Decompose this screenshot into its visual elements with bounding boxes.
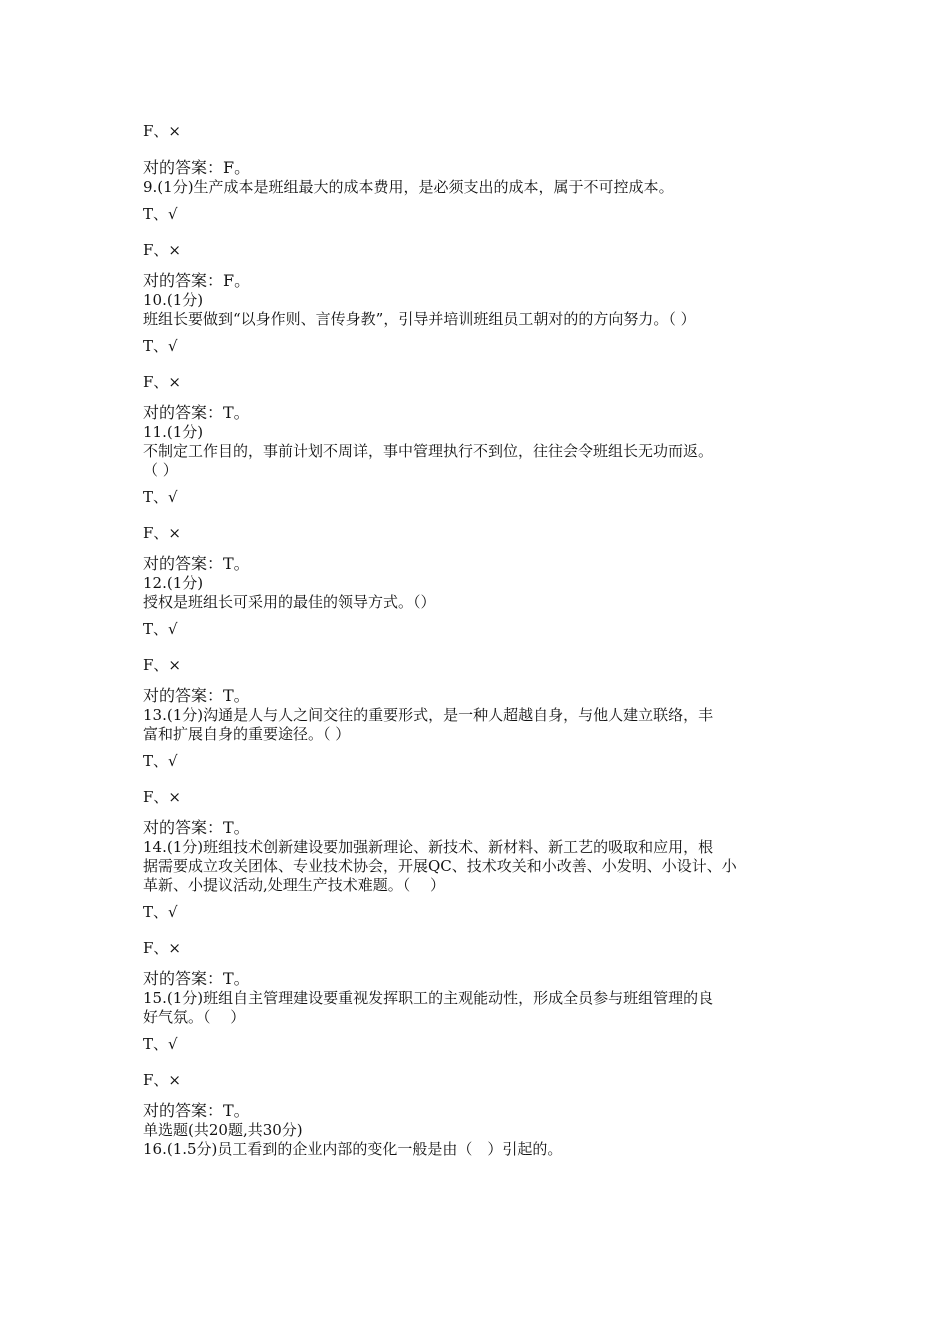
- answer-line: 对的答案：F。: [143, 158, 251, 177]
- option-true: T、√: [143, 620, 178, 638]
- q9-block: [143, 178, 808, 291]
- question-16-stem: 16.(1.5分)员工看到的企业内部的变化一般是由（ ）引起的。: [143, 1140, 563, 1158]
- option-true: T、√: [143, 205, 178, 223]
- document-page: [143, 122, 808, 1159]
- question-stem-line: 15.(1分)班组自主管理建设要重视发挥职工的主观能动性，形成全员参与班组管理的良: [143, 989, 714, 1007]
- answer-line: 对的答案：T。: [143, 554, 250, 573]
- answer-line: 对的答案：T。: [143, 1101, 250, 1120]
- answer-line: 对的答案：T。: [143, 686, 250, 705]
- question-stem-line: 据需要成立攻关团体、专业技术协会，开展QC、技术攻关和小改善、小发明、小设计、小: [143, 857, 737, 875]
- question-stem-line: 班组长要做到“以身作则、言传身教”，引导并培训班组员工朝对的的方向努力。（ ）: [143, 310, 696, 328]
- q12-block: [143, 574, 808, 706]
- q13-block: [143, 706, 808, 838]
- question-stem-line: 授权是班组长可采用的最佳的领导方式。（）: [143, 593, 436, 611]
- question-list: [143, 178, 808, 1121]
- question-stem-line: 11.(1分): [143, 423, 204, 441]
- question-stem-line: 好气氛。（ ）: [143, 1008, 246, 1026]
- option-false: F、×: [143, 122, 181, 140]
- question-stem-line: 13.(1分)沟通是人与人之间交往的重要形式，是一种人超越自身，与他人建立联络，丰: [143, 706, 714, 724]
- question-stem-line: （ ）: [143, 461, 178, 479]
- option-false: F、×: [143, 788, 181, 806]
- answer-line: 对的答案：F。: [143, 271, 251, 290]
- question-stem-line: 革新、小提议活动,处理生产技术难题。（ ）: [143, 876, 446, 894]
- section-title: 单选题(共20题,共30分): [143, 1121, 303, 1139]
- option-false: F、×: [143, 656, 181, 674]
- answer-line: 对的答案：T。: [143, 403, 250, 422]
- q11-block: [143, 423, 808, 574]
- option-true: T、√: [143, 488, 178, 506]
- answer-line: 对的答案：T。: [143, 818, 250, 837]
- option-false: F、×: [143, 1071, 181, 1089]
- question-stem-line: 不制定工作目的，事前计划不周详，事中管理执行不到位，往往会令班组长无功而返。: [143, 442, 714, 460]
- option-true: T、√: [143, 337, 178, 355]
- option-true: T、√: [143, 752, 178, 770]
- option-false: F、×: [143, 524, 181, 542]
- option-true: T、√: [143, 1035, 178, 1053]
- answer-line: 对的答案：T。: [143, 969, 250, 988]
- q14-block: [143, 838, 808, 989]
- question-stem-line: 9.(1分)生产成本是班组最大的成本费用，是必须支出的成本，属于不可控成本。: [143, 178, 674, 196]
- question-stem-line: 12.(1分): [143, 574, 204, 592]
- option-false: F、×: [143, 373, 181, 391]
- question-stem-line: 富和扩展自身的重要途径。（ ）: [143, 725, 351, 743]
- option-true: T、√: [143, 903, 178, 921]
- q15-block: [143, 989, 808, 1121]
- q10-block: [143, 291, 808, 423]
- option-false: F、×: [143, 241, 181, 259]
- question-stem-line: 14.(1分)班组技术创新建设要加强新理论、新技术、新材料、新工艺的吸取和应用，根: [143, 838, 714, 856]
- question-stem-line: 10.(1分): [143, 291, 204, 309]
- option-false: F、×: [143, 939, 181, 957]
